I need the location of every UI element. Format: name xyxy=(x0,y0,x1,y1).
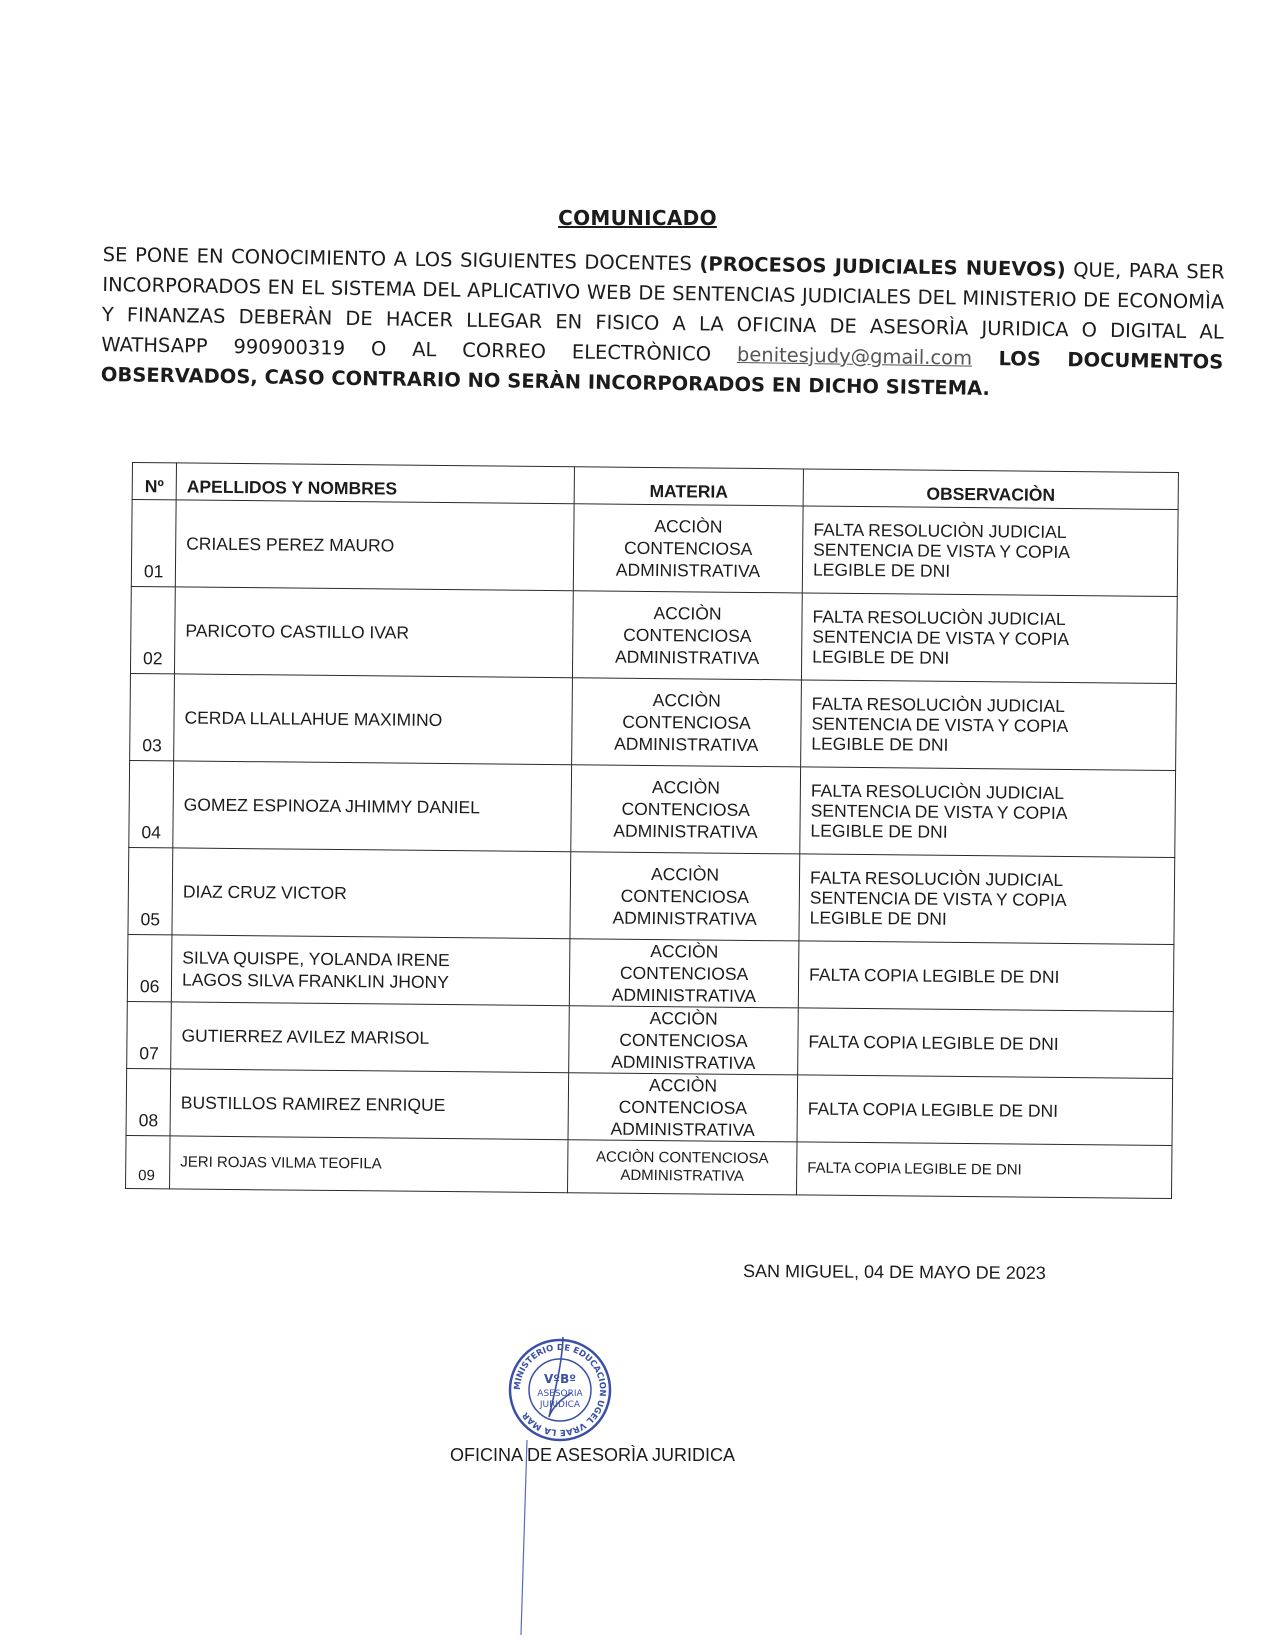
cell-observacion-line: FALTA COPIA LEGIBLE DE DNI xyxy=(809,964,1060,987)
header-obs: OBSERVACIÒN xyxy=(803,469,1178,510)
cell-number xyxy=(127,934,172,1001)
cell-materia-line: ACCIÒN xyxy=(651,777,721,798)
cell-name xyxy=(172,848,571,939)
cell-number xyxy=(131,500,176,587)
cell-name xyxy=(173,761,572,852)
table-row xyxy=(126,1068,1173,1145)
table-row xyxy=(127,1001,1174,1078)
cell-materia xyxy=(568,1073,798,1142)
cell-observacion xyxy=(801,680,1177,771)
cell-name-line: SILVA QUISPE, YOLANDA IRENE xyxy=(182,947,450,971)
cell-materia xyxy=(569,1006,799,1075)
svg-text:VºBº: VºBº xyxy=(544,1372,576,1386)
cell-materia xyxy=(572,591,802,680)
cell-name-line: LAGOS SILVA FRANKLIN JHONY xyxy=(181,969,449,993)
cell-number xyxy=(128,847,173,934)
cell-materia-line: ADMINISTRATIVA xyxy=(614,646,760,669)
cell-materia-line: ACCIÒN xyxy=(652,690,721,711)
table-row xyxy=(129,760,1176,857)
cell-observacion-line: LEGIBLE DE DNI xyxy=(809,907,947,929)
cell-observacion xyxy=(797,1075,1173,1146)
header-name: APELLIDOS Y NOMBRES xyxy=(176,463,574,504)
cell-observacion-line: LEGIBLE DE DNI xyxy=(810,820,948,842)
table-row xyxy=(128,847,1175,944)
header-materia: MATERIA xyxy=(574,467,803,506)
cell-name-line: GUTIERREZ AVILEZ MARISOL xyxy=(181,1025,430,1048)
svg-text:MINISTERIO DE EDUCACION UGEL V: MINISTERIO DE EDUCACION UGEL VRAE LA MAR xyxy=(512,1342,608,1438)
intro-text-1: SE PONE EN CONOCIMIENTO A LOS SIGUIENTES DOCENTES xyxy=(102,242,700,276)
office-name: OFICINA DE ASESORÌA JURIDICA xyxy=(450,1445,736,1465)
signature-line-icon xyxy=(515,1440,535,1640)
table-row xyxy=(127,934,1174,1011)
cell-name xyxy=(170,1136,568,1193)
cell-number xyxy=(126,1135,171,1188)
cell-observacion-line: FALTA RESOLUCIÒN JUDICIAL xyxy=(811,693,1065,716)
cell-materia-line: CONTENCIOSA xyxy=(619,962,749,984)
cell-materia-line: ADMINISTRATIVA xyxy=(615,559,761,582)
cell-materia-line: ADMINISTRATIVA xyxy=(610,1118,755,1141)
cell-observacion xyxy=(799,854,1175,945)
cell-observacion xyxy=(802,506,1178,597)
svg-text:JURIDICA: JURIDICA xyxy=(539,1400,581,1410)
cell-materia-line: ADMINISTRATIVA xyxy=(614,733,759,756)
official-stamp xyxy=(505,1335,615,1445)
cell-materia-line: CONTENCIOSA xyxy=(623,624,752,646)
cell-observacion-line: SENTENCIA DE VISTA Y COPIA xyxy=(809,887,1067,910)
cell-materia xyxy=(570,852,800,941)
cell-number-line: 05 xyxy=(140,909,161,930)
cell-observacion xyxy=(798,1008,1174,1079)
cell-observacion-line: FALTA RESOLUCIÒN JUDICIAL xyxy=(809,867,1064,890)
cell-number-line: 02 xyxy=(143,648,163,669)
cell-observacion-line: SENTENCIA DE VISTA Y COPIA xyxy=(811,713,1069,736)
cell-materia-line: ADMINISTRATIVA xyxy=(620,1166,745,1185)
cell-name-line: CRIALES PEREZ MAURO xyxy=(186,533,395,556)
cell-number xyxy=(130,586,175,673)
cell-materia-line: CONTENCIOSA xyxy=(622,711,751,733)
cell-observacion-line: SENTENCIA DE VISTA Y COPIA xyxy=(812,626,1070,650)
table-row xyxy=(130,673,1177,770)
cell-materia-line: CONTENCIOSA xyxy=(620,885,750,907)
cell-observacion-line: FALTA RESOLUCIÒN JUDICIAL xyxy=(812,606,1066,629)
cell-number xyxy=(127,1001,172,1068)
cell-materia-line: CONTENCIOSA xyxy=(621,798,750,820)
cell-observacion-line: FALTA RESOLUCIÒN JUDICIAL xyxy=(810,780,1065,803)
cell-materia-line: CONTENCIOSA xyxy=(623,537,753,559)
cell-materia-line: ACCIÒN CONTENCIOSA xyxy=(596,1148,769,1168)
intro-bold-1: (PROCESOS JUDICIALES NUEVOS) xyxy=(699,252,1066,282)
cell-materia-line: ACCIÒN xyxy=(648,1074,718,1096)
intro-bold-2: LOS DOCUMENTOS OBSERVADOS, CASO CONTRARIO NO SERÀN INCORPORADOS EN DICHO SISTEMA. xyxy=(100,346,1224,400)
cell-materia-line: CONTENCIOSA xyxy=(619,1029,748,1051)
cell-number xyxy=(129,760,174,847)
cell-name-line: DIAZ CRUZ VICTOR xyxy=(182,881,347,904)
cell-observacion-line: FALTA COPIA LEGIBLE DE DNI xyxy=(807,1098,1059,1121)
cell-name-line: BUSTILLOS RAMIREZ ENRIQUE xyxy=(180,1092,446,1116)
cell-name xyxy=(174,674,573,765)
cell-materia-line: ADMINISTRATIVA xyxy=(611,984,757,1007)
cell-materia xyxy=(568,1140,797,1195)
cell-name xyxy=(171,1002,570,1073)
observations-table xyxy=(125,462,1179,1199)
cell-materia xyxy=(572,678,802,767)
cell-observacion xyxy=(796,1142,1171,1199)
cell-materia-line: ADMINISTRATIVA xyxy=(611,1051,756,1074)
cell-number-line: 01 xyxy=(143,561,164,582)
cell-number xyxy=(126,1068,171,1135)
observations-table-wrap xyxy=(125,462,1178,1199)
cell-observacion-line: FALTA COPIA LEGIBLE DE DNI xyxy=(808,1031,1059,1054)
cell-materia-line: ACCIÒN xyxy=(650,940,719,962)
cell-materia-line: CONTENCIOSA xyxy=(618,1096,748,1118)
intro-text-2: QUE, PARA SER INCORPORADOS EN EL SISTEMA DEL APLICATIVO WEB DE SENTENCIAS JUDICIALES DEL MINISTERIO DE ECONOMÌA Y FINANZAS DEBERÀN DE HACER LLEGAR EN FISICO A LA OFICINA DE ASESORÌA JURIDICA O DIGITAL AL WATHSAPP 990900319 O AL CORREO ELECTRÒNICO xyxy=(101,258,1225,366)
svg-text:ASESORIA: ASESORIA xyxy=(537,1389,583,1399)
cell-observacion-line: LEGIBLE DE DNI xyxy=(812,646,950,668)
cell-number-line: 03 xyxy=(142,735,162,756)
cell-observacion-line: SENTENCIA DE VISTA Y COPIA xyxy=(810,800,1068,823)
cell-observacion-line: SENTENCIA DE VISTA Y COPIA xyxy=(813,539,1071,563)
cell-number-line: 07 xyxy=(139,1043,159,1064)
cell-number-line: 08 xyxy=(138,1110,159,1131)
document-date: SAN MIGUEL, 04 DE MAYO DE 2023 xyxy=(742,1260,1046,1284)
cell-materia-line: ACCIÒN xyxy=(649,1007,718,1029)
intro-paragraph xyxy=(101,240,1225,408)
header-num: Nº xyxy=(132,463,176,500)
cell-materia-line: ACCIÒN xyxy=(654,516,723,537)
table-row xyxy=(126,1135,1172,1198)
cell-number-line: 04 xyxy=(141,822,162,843)
cell-name-line: PARICOTO CASTILLO IVAR xyxy=(185,620,410,643)
cell-name-line: CERDA LLALLAHUE MAXIMINO xyxy=(184,707,443,730)
table-row xyxy=(130,586,1177,683)
cell-name-line: JERI ROJAS VILMA TEOFILA xyxy=(180,1153,382,1173)
cell-number-line: 06 xyxy=(139,976,160,997)
cell-number-line: 09 xyxy=(138,1167,155,1185)
cell-name xyxy=(171,935,570,1006)
cell-observacion xyxy=(798,941,1174,1012)
cell-observacion xyxy=(800,767,1176,858)
cell-materia-line: ACCIÒN xyxy=(650,864,720,885)
cell-number xyxy=(130,673,175,760)
cell-observacion xyxy=(801,593,1177,684)
email-link[interactable]: benitesjudy@gmail.com xyxy=(736,342,973,370)
cell-materia xyxy=(569,939,799,1008)
cell-name xyxy=(170,1069,569,1140)
cell-name xyxy=(175,500,574,591)
cell-name xyxy=(174,587,573,678)
cell-observacion-line: FALTA RESOLUCIÒN JUDICIAL xyxy=(813,519,1067,542)
cell-observacion-line: LEGIBLE DE DNI xyxy=(811,733,949,755)
cell-materia-line: ADMINISTRATIVA xyxy=(612,907,757,930)
stamp-seal-icon xyxy=(505,1335,615,1445)
cell-observacion-line: FALTA COPIA LEGIBLE DE DNI xyxy=(807,1159,1022,1179)
cell-materia xyxy=(573,504,803,593)
cell-observacion-line: LEGIBLE DE DNI xyxy=(812,559,951,581)
cell-materia xyxy=(571,765,801,854)
table-row xyxy=(131,500,1178,597)
table-body xyxy=(126,500,1179,1199)
document-title: COMUNICADO xyxy=(558,206,717,230)
cell-materia-line: ADMINISTRATIVA xyxy=(613,820,758,843)
cell-name-line: GOMEZ ESPINOZA JHIMMY DANIEL xyxy=(183,794,481,818)
cell-materia-line: ACCIÒN xyxy=(653,603,722,624)
